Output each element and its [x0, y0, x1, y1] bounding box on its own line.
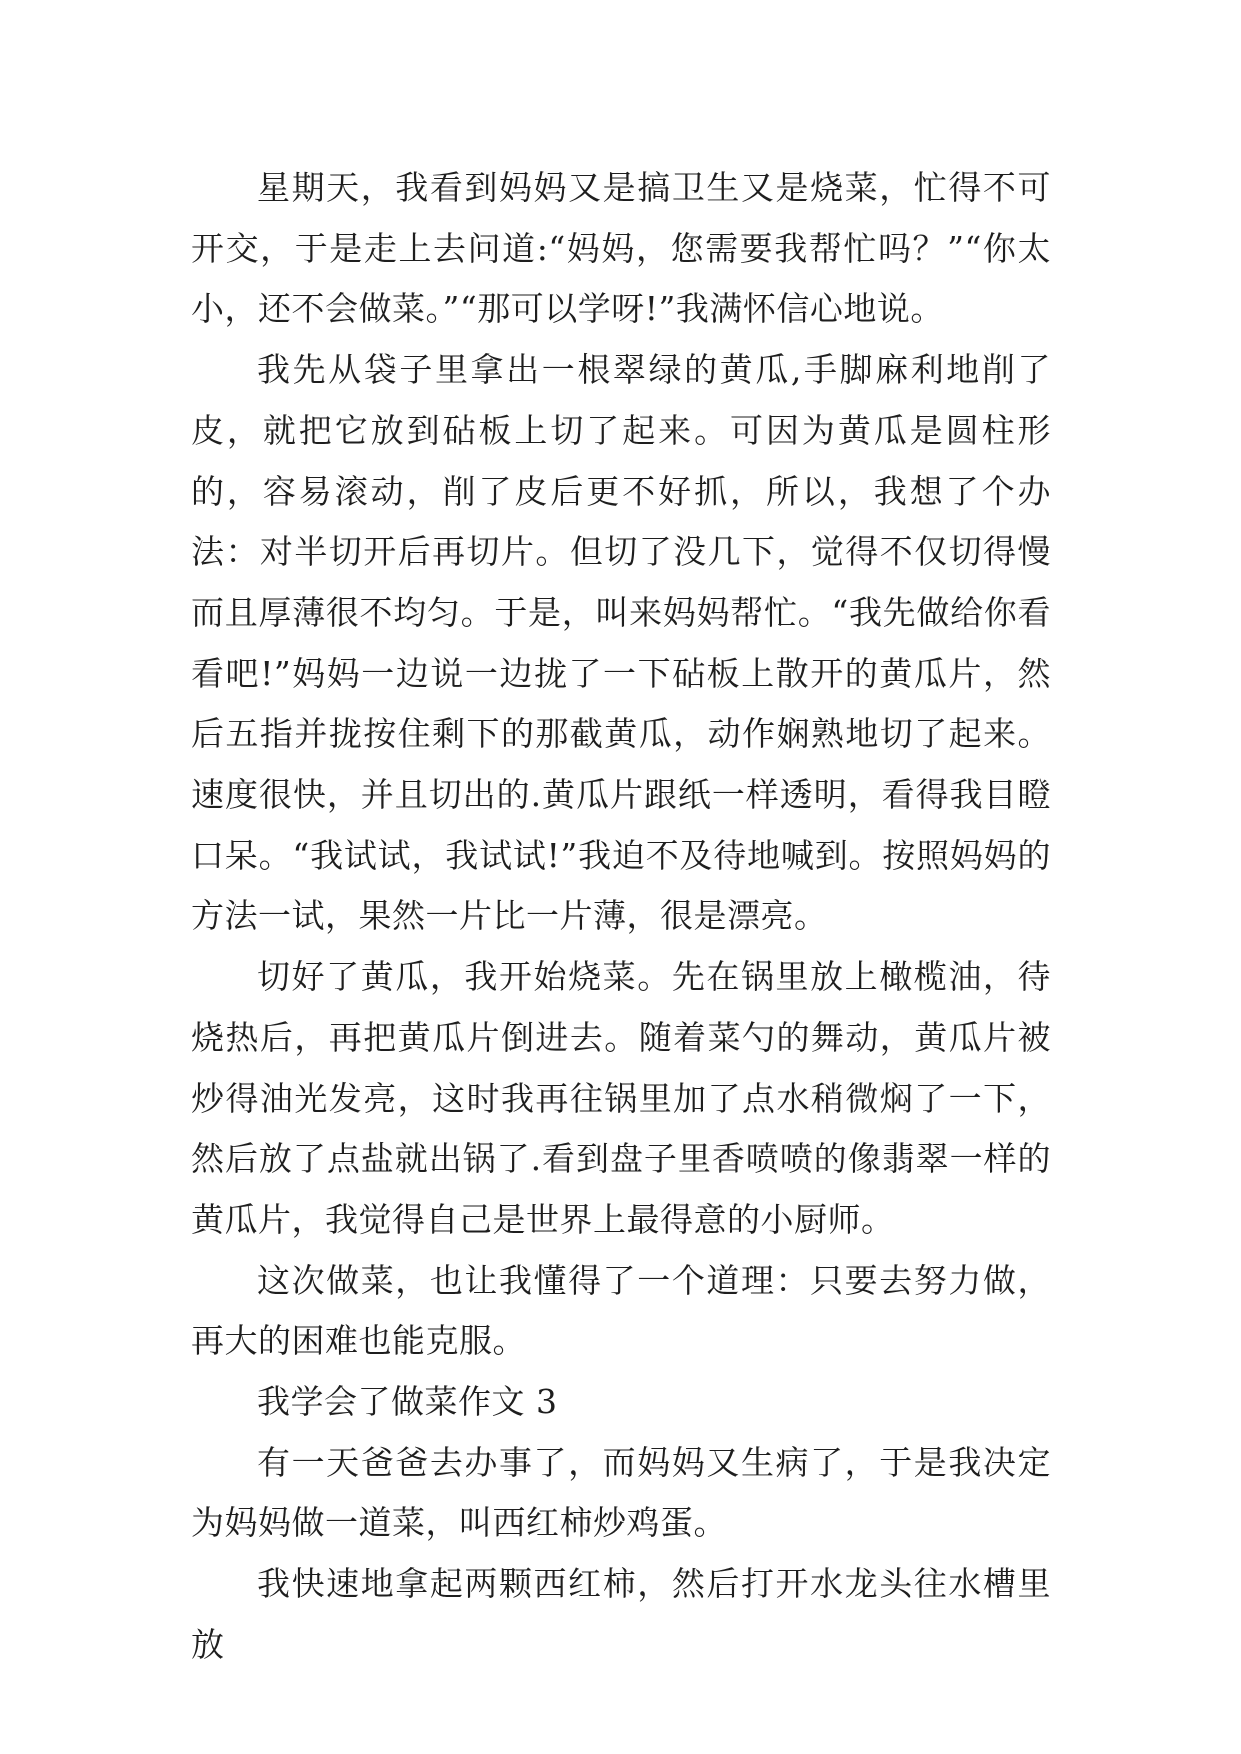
paragraph-tomato-washing: 我快速地拿起两颗西红柿，然后打开水龙头往水槽里放	[191, 1564, 1051, 1664]
section-title: 我学会了做菜作文 3	[257, 1382, 558, 1422]
document-body	[191, 158, 1051, 1676]
paragraph-tomato-intro: 有一天爸爸去办事了，而妈妈又生病了，于是我决定为妈妈做一道菜，叫西红柿炒鸡蛋。	[191, 1442, 1051, 1543]
paragraph-cutting-cucumber: 我先从袋子里拿出一根翠绿的黄瓜,手脚麻利地削了皮，就把它放到砧板上切了起来。可因为黄瓜是圆柱形的，容易滚动，削了皮后更不好抓，所以，我想了个办法：对半切开后再切片。但切了没几下，觉得不仅切得慢而且厚薄很不均匀。于是，叫来妈妈帮忙。“我先做给你看看吧!”妈妈一边说一边拢了一下砧板上散开的黄瓜片，然后五指并拢按住剩下的那截黄瓜，动作娴熟地切了起来。速度很快，并且切出的.黄瓜片跟纸一样透明，看得我目瞪口呆。“我试试，我试试!”我迫不及待地喊到。按照妈妈的方法一试，果然一片比一片薄，很是漂亮。	[191, 350, 1051, 936]
paragraph-cooking: 切好了黄瓜，我开始烧菜。先在锅里放上橄榄油，待烧热后，再把黄瓜片倒进去。随着菜勺的舞动，黄瓜片被炒得油光发亮，这时我再往锅里加了点水稍微焖了一下，然后放了点盐就出锅了.看到盘子里香喷喷的像翡翠一样的黄瓜片，我觉得自己是世界上最得意的小厨师。	[191, 957, 1051, 1239]
paragraph-sunday-intro: 星期天，我看到妈妈又是搞卫生又是烧菜，忙得不可开交，于是走上去问道:“妈妈，您需要我帮忙吗？”“你太小，还不会做菜。”“那可以学呀!”我满怀信心地说。	[191, 168, 1051, 329]
paragraph-lesson: 这次做菜，也让我懂得了一个道理：只要去努力做，再大的困难也能克服。	[191, 1260, 1051, 1361]
